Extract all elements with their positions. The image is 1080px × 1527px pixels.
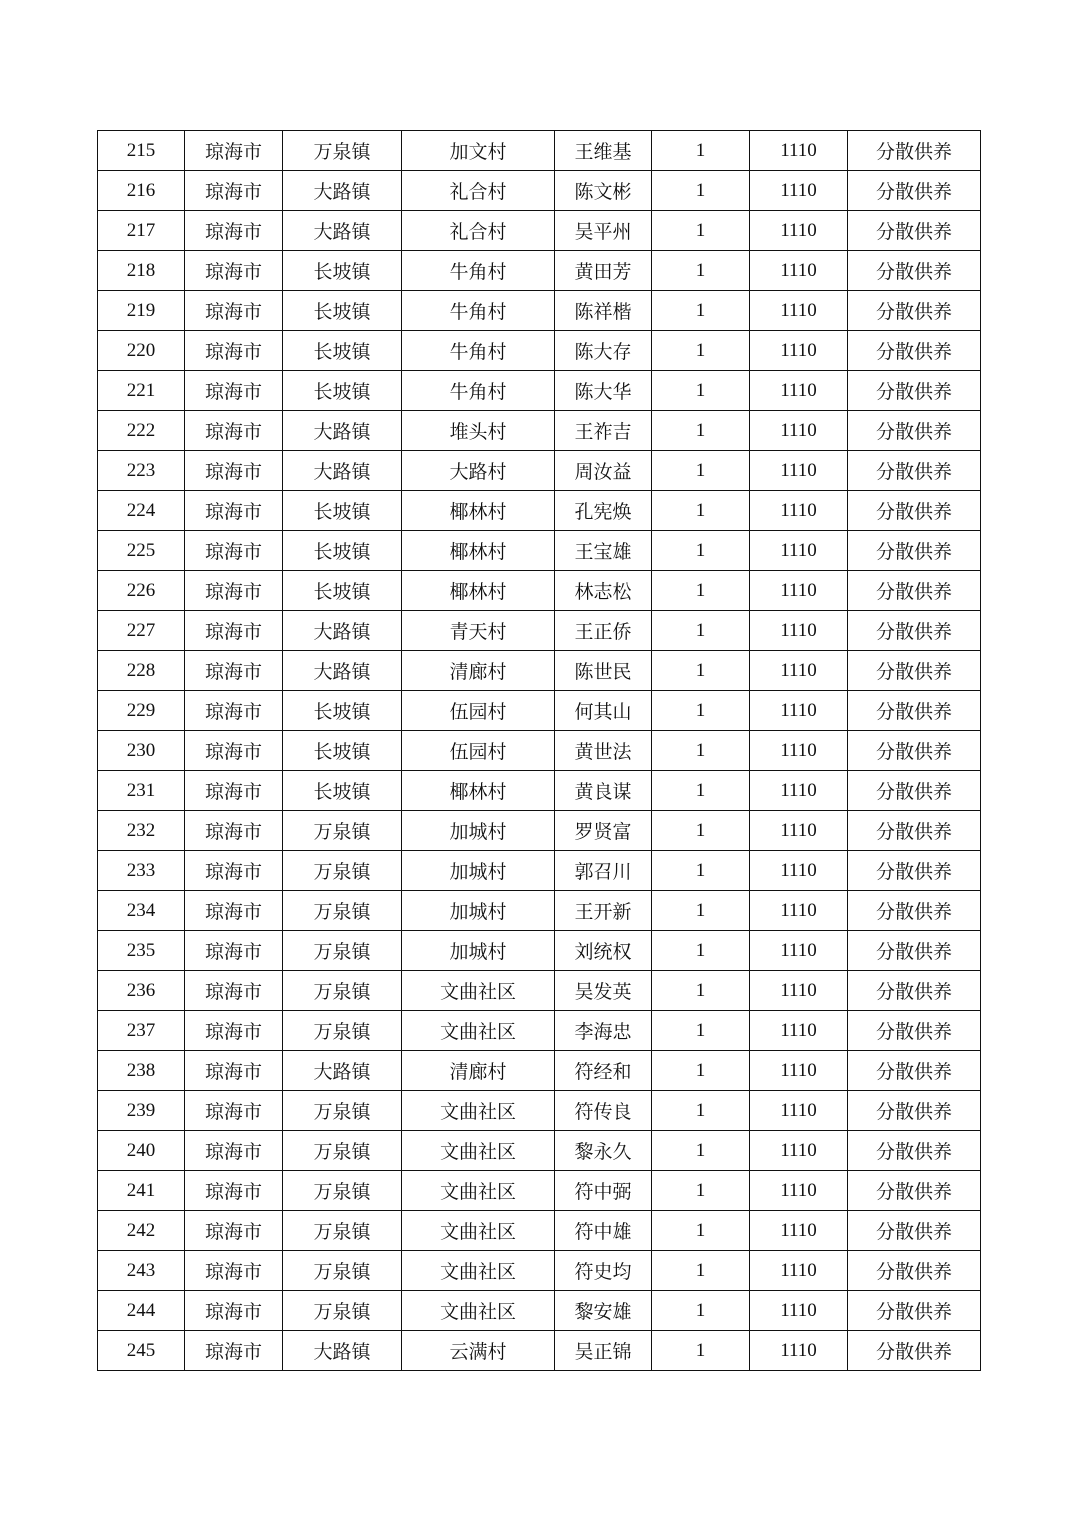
village-cell: 牛角村 <box>402 331 555 371</box>
amount-cell: 1110 <box>750 1251 848 1291</box>
town-cell: 万泉镇 <box>283 1131 402 1171</box>
village-cell: 加城村 <box>402 811 555 851</box>
count-cell: 1 <box>652 1131 750 1171</box>
amount-cell: 1110 <box>750 1211 848 1251</box>
table-row <box>98 571 981 611</box>
name-cell: 黎安雄 <box>555 1291 652 1331</box>
name-cell: 黎永久 <box>555 1131 652 1171</box>
count-cell: 1 <box>652 611 750 651</box>
town-cell: 长坡镇 <box>283 771 402 811</box>
support-type-cell: 分散供养 <box>848 211 981 251</box>
village-cell: 云满村 <box>402 1331 555 1371</box>
village-cell: 文曲社区 <box>402 1171 555 1211</box>
count-cell: 1 <box>652 1251 750 1291</box>
table-row <box>98 171 981 211</box>
name-cell: 王维基 <box>555 131 652 171</box>
serial-number-cell: 215 <box>98 131 185 171</box>
amount-cell: 1110 <box>750 571 848 611</box>
table-row <box>98 1011 981 1051</box>
table-row <box>98 1211 981 1251</box>
support-type-cell: 分散供养 <box>848 1211 981 1251</box>
count-cell: 1 <box>652 131 750 171</box>
city-cell: 琼海市 <box>185 331 283 371</box>
name-cell: 郭召川 <box>555 851 652 891</box>
town-cell: 大路镇 <box>283 171 402 211</box>
amount-cell: 1110 <box>750 451 848 491</box>
table-row <box>98 611 981 651</box>
table-row <box>98 771 981 811</box>
village-cell: 文曲社区 <box>402 1091 555 1131</box>
village-cell: 椰林村 <box>402 531 555 571</box>
city-cell: 琼海市 <box>185 571 283 611</box>
support-type-cell: 分散供养 <box>848 1171 981 1211</box>
amount-cell: 1110 <box>750 291 848 331</box>
name-cell: 罗贤富 <box>555 811 652 851</box>
serial-number-cell: 218 <box>98 251 185 291</box>
count-cell: 1 <box>652 1091 750 1131</box>
serial-number-cell: 239 <box>98 1091 185 1131</box>
count-cell: 1 <box>652 451 750 491</box>
count-cell: 1 <box>652 731 750 771</box>
count-cell: 1 <box>652 771 750 811</box>
name-cell: 李海忠 <box>555 1011 652 1051</box>
town-cell: 万泉镇 <box>283 1251 402 1291</box>
amount-cell: 1110 <box>750 371 848 411</box>
town-cell: 长坡镇 <box>283 731 402 771</box>
village-cell: 清廊村 <box>402 1051 555 1091</box>
support-type-cell: 分散供养 <box>848 971 981 1011</box>
support-type-cell: 分散供养 <box>848 1091 981 1131</box>
count-cell: 1 <box>652 651 750 691</box>
count-cell: 1 <box>652 1291 750 1331</box>
serial-number-cell: 217 <box>98 211 185 251</box>
serial-number-cell: 235 <box>98 931 185 971</box>
support-type-cell: 分散供养 <box>848 1051 981 1091</box>
village-cell: 椰林村 <box>402 571 555 611</box>
village-cell: 牛角村 <box>402 291 555 331</box>
city-cell: 琼海市 <box>185 171 283 211</box>
table-row <box>98 371 981 411</box>
table-row <box>98 651 981 691</box>
city-cell: 琼海市 <box>185 971 283 1011</box>
village-cell: 青天村 <box>402 611 555 651</box>
count-cell: 1 <box>652 1171 750 1211</box>
city-cell: 琼海市 <box>185 851 283 891</box>
city-cell: 琼海市 <box>185 731 283 771</box>
amount-cell: 1110 <box>750 331 848 371</box>
serial-number-cell: 227 <box>98 611 185 651</box>
village-cell: 清廊村 <box>402 651 555 691</box>
town-cell: 万泉镇 <box>283 1091 402 1131</box>
name-cell: 符中弼 <box>555 1171 652 1211</box>
count-cell: 1 <box>652 371 750 411</box>
town-cell: 长坡镇 <box>283 371 402 411</box>
support-type-cell: 分散供养 <box>848 851 981 891</box>
amount-cell: 1110 <box>750 131 848 171</box>
table-row <box>98 131 981 171</box>
town-cell: 大路镇 <box>283 1051 402 1091</box>
name-cell: 陈世民 <box>555 651 652 691</box>
serial-number-cell: 220 <box>98 331 185 371</box>
city-cell: 琼海市 <box>185 1051 283 1091</box>
city-cell: 琼海市 <box>185 531 283 571</box>
city-cell: 琼海市 <box>185 1171 283 1211</box>
amount-cell: 1110 <box>750 1171 848 1211</box>
name-cell: 陈祥楷 <box>555 291 652 331</box>
support-type-cell: 分散供养 <box>848 531 981 571</box>
city-cell: 琼海市 <box>185 771 283 811</box>
name-cell: 陈文彬 <box>555 171 652 211</box>
village-cell: 文曲社区 <box>402 1211 555 1251</box>
support-type-cell: 分散供养 <box>848 331 981 371</box>
amount-cell: 1110 <box>750 891 848 931</box>
city-cell: 琼海市 <box>185 1131 283 1171</box>
serial-number-cell: 222 <box>98 411 185 451</box>
amount-cell: 1110 <box>750 411 848 451</box>
village-cell: 文曲社区 <box>402 971 555 1011</box>
serial-number-cell: 226 <box>98 571 185 611</box>
village-cell: 大路村 <box>402 451 555 491</box>
town-cell: 长坡镇 <box>283 491 402 531</box>
count-cell: 1 <box>652 1011 750 1051</box>
support-type-cell: 分散供养 <box>848 611 981 651</box>
amount-cell: 1110 <box>750 611 848 651</box>
serial-number-cell: 233 <box>98 851 185 891</box>
name-cell: 符中雄 <box>555 1211 652 1251</box>
name-cell: 符经和 <box>555 1051 652 1091</box>
amount-cell: 1110 <box>750 691 848 731</box>
amount-cell: 1110 <box>750 1291 848 1331</box>
name-cell: 王开新 <box>555 891 652 931</box>
serial-number-cell: 236 <box>98 971 185 1011</box>
count-cell: 1 <box>652 1051 750 1091</box>
name-cell: 黄良谋 <box>555 771 652 811</box>
town-cell: 万泉镇 <box>283 811 402 851</box>
count-cell: 1 <box>652 411 750 451</box>
city-cell: 琼海市 <box>185 1251 283 1291</box>
count-cell: 1 <box>652 691 750 731</box>
serial-number-cell: 237 <box>98 1011 185 1051</box>
town-cell: 大路镇 <box>283 211 402 251</box>
count-cell: 1 <box>652 491 750 531</box>
table-body <box>98 131 981 1371</box>
city-cell: 琼海市 <box>185 611 283 651</box>
village-cell: 礼合村 <box>402 211 555 251</box>
town-cell: 长坡镇 <box>283 571 402 611</box>
town-cell: 万泉镇 <box>283 851 402 891</box>
table-row <box>98 1291 981 1331</box>
serial-number-cell: 243 <box>98 1251 185 1291</box>
town-cell: 长坡镇 <box>283 291 402 331</box>
table-row <box>98 491 981 531</box>
city-cell: 琼海市 <box>185 891 283 931</box>
amount-cell: 1110 <box>750 531 848 571</box>
town-cell: 大路镇 <box>283 451 402 491</box>
city-cell: 琼海市 <box>185 411 283 451</box>
count-cell: 1 <box>652 251 750 291</box>
serial-number-cell: 241 <box>98 1171 185 1211</box>
amount-cell: 1110 <box>750 971 848 1011</box>
village-cell: 文曲社区 <box>402 1011 555 1051</box>
count-cell: 1 <box>652 171 750 211</box>
city-cell: 琼海市 <box>185 251 283 291</box>
table-row <box>98 451 981 491</box>
support-type-cell: 分散供养 <box>848 411 981 451</box>
count-cell: 1 <box>652 331 750 371</box>
name-cell: 陈大华 <box>555 371 652 411</box>
name-cell: 吴发英 <box>555 971 652 1011</box>
count-cell: 1 <box>652 291 750 331</box>
table-row <box>98 251 981 291</box>
table-row <box>98 211 981 251</box>
amount-cell: 1110 <box>750 211 848 251</box>
village-cell: 椰林村 <box>402 771 555 811</box>
name-cell: 王正侨 <box>555 611 652 651</box>
table-row <box>98 1331 981 1371</box>
amount-cell: 1110 <box>750 811 848 851</box>
table-row <box>98 531 981 571</box>
support-type-cell: 分散供养 <box>848 811 981 851</box>
town-cell: 万泉镇 <box>283 1291 402 1331</box>
name-cell: 符史均 <box>555 1251 652 1291</box>
name-cell: 符传良 <box>555 1091 652 1131</box>
city-cell: 琼海市 <box>185 651 283 691</box>
village-cell: 加城村 <box>402 851 555 891</box>
count-cell: 1 <box>652 1211 750 1251</box>
name-cell: 黄世法 <box>555 731 652 771</box>
table-row <box>98 1091 981 1131</box>
city-cell: 琼海市 <box>185 1331 283 1371</box>
name-cell: 刘统权 <box>555 931 652 971</box>
town-cell: 长坡镇 <box>283 251 402 291</box>
town-cell: 万泉镇 <box>283 971 402 1011</box>
count-cell: 1 <box>652 971 750 1011</box>
village-cell: 牛角村 <box>402 251 555 291</box>
town-cell: 万泉镇 <box>283 891 402 931</box>
city-cell: 琼海市 <box>185 1091 283 1131</box>
table-row <box>98 1171 981 1211</box>
support-type-cell: 分散供养 <box>848 1251 981 1291</box>
village-cell: 椰林村 <box>402 491 555 531</box>
support-type-cell: 分散供养 <box>848 491 981 531</box>
count-cell: 1 <box>652 931 750 971</box>
village-cell: 牛角村 <box>402 371 555 411</box>
serial-number-cell: 232 <box>98 811 185 851</box>
amount-cell: 1110 <box>750 731 848 771</box>
village-cell: 文曲社区 <box>402 1251 555 1291</box>
table-row <box>98 291 981 331</box>
city-cell: 琼海市 <box>185 211 283 251</box>
name-cell: 吴平州 <box>555 211 652 251</box>
count-cell: 1 <box>652 571 750 611</box>
town-cell: 长坡镇 <box>283 691 402 731</box>
name-cell: 王宝雄 <box>555 531 652 571</box>
city-cell: 琼海市 <box>185 371 283 411</box>
village-cell: 加城村 <box>402 931 555 971</box>
serial-number-cell: 225 <box>98 531 185 571</box>
table-row <box>98 971 981 1011</box>
serial-number-cell: 224 <box>98 491 185 531</box>
town-cell: 万泉镇 <box>283 1171 402 1211</box>
table-row <box>98 1051 981 1091</box>
table-row <box>98 1131 981 1171</box>
support-type-cell: 分散供养 <box>848 451 981 491</box>
name-cell: 黄田芳 <box>555 251 652 291</box>
count-cell: 1 <box>652 531 750 571</box>
support-type-cell: 分散供养 <box>848 291 981 331</box>
town-cell: 大路镇 <box>283 651 402 691</box>
town-cell: 大路镇 <box>283 1331 402 1371</box>
support-type-cell: 分散供养 <box>848 1131 981 1171</box>
table-row <box>98 731 981 771</box>
serial-number-cell: 242 <box>98 1211 185 1251</box>
count-cell: 1 <box>652 811 750 851</box>
name-cell: 何其山 <box>555 691 652 731</box>
city-cell: 琼海市 <box>185 811 283 851</box>
serial-number-cell: 240 <box>98 1131 185 1171</box>
town-cell: 大路镇 <box>283 411 402 451</box>
amount-cell: 1110 <box>750 1331 848 1371</box>
city-cell: 琼海市 <box>185 1291 283 1331</box>
name-cell: 陈大存 <box>555 331 652 371</box>
amount-cell: 1110 <box>750 1091 848 1131</box>
beneficiary-table <box>97 130 981 1371</box>
city-cell: 琼海市 <box>185 931 283 971</box>
town-cell: 长坡镇 <box>283 331 402 371</box>
table-row <box>98 811 981 851</box>
support-type-cell: 分散供养 <box>848 1011 981 1051</box>
village-cell: 加城村 <box>402 891 555 931</box>
serial-number-cell: 244 <box>98 1291 185 1331</box>
town-cell: 长坡镇 <box>283 531 402 571</box>
amount-cell: 1110 <box>750 771 848 811</box>
city-cell: 琼海市 <box>185 291 283 331</box>
amount-cell: 1110 <box>750 1131 848 1171</box>
city-cell: 琼海市 <box>185 1011 283 1051</box>
serial-number-cell: 238 <box>98 1051 185 1091</box>
city-cell: 琼海市 <box>185 451 283 491</box>
village-cell: 文曲社区 <box>402 1291 555 1331</box>
town-cell: 万泉镇 <box>283 1011 402 1051</box>
name-cell: 周汝益 <box>555 451 652 491</box>
city-cell: 琼海市 <box>185 1211 283 1251</box>
support-type-cell: 分散供养 <box>848 651 981 691</box>
table-row <box>98 891 981 931</box>
amount-cell: 1110 <box>750 1051 848 1091</box>
amount-cell: 1110 <box>750 931 848 971</box>
amount-cell: 1110 <box>750 251 848 291</box>
city-cell: 琼海市 <box>185 491 283 531</box>
serial-number-cell: 221 <box>98 371 185 411</box>
table-row <box>98 331 981 371</box>
village-cell: 伍园村 <box>402 691 555 731</box>
serial-number-cell: 230 <box>98 731 185 771</box>
amount-cell: 1110 <box>750 1011 848 1051</box>
support-type-cell: 分散供养 <box>848 771 981 811</box>
count-cell: 1 <box>652 891 750 931</box>
support-type-cell: 分散供养 <box>848 691 981 731</box>
amount-cell: 1110 <box>750 491 848 531</box>
name-cell: 王祚吉 <box>555 411 652 451</box>
support-type-cell: 分散供养 <box>848 371 981 411</box>
support-type-cell: 分散供养 <box>848 891 981 931</box>
support-type-cell: 分散供养 <box>848 931 981 971</box>
city-cell: 琼海市 <box>185 131 283 171</box>
table-row <box>98 1251 981 1291</box>
city-cell: 琼海市 <box>185 691 283 731</box>
serial-number-cell: 228 <box>98 651 185 691</box>
village-cell: 礼合村 <box>402 171 555 211</box>
village-cell: 加文村 <box>402 131 555 171</box>
name-cell: 林志松 <box>555 571 652 611</box>
serial-number-cell: 216 <box>98 171 185 211</box>
count-cell: 1 <box>652 851 750 891</box>
village-cell: 伍园村 <box>402 731 555 771</box>
town-cell: 万泉镇 <box>283 931 402 971</box>
support-type-cell: 分散供养 <box>848 1291 981 1331</box>
serial-number-cell: 245 <box>98 1331 185 1371</box>
town-cell: 万泉镇 <box>283 1211 402 1251</box>
serial-number-cell: 234 <box>98 891 185 931</box>
serial-number-cell: 229 <box>98 691 185 731</box>
count-cell: 1 <box>652 211 750 251</box>
amount-cell: 1110 <box>750 171 848 211</box>
serial-number-cell: 223 <box>98 451 185 491</box>
village-cell: 堆头村 <box>402 411 555 451</box>
village-cell: 文曲社区 <box>402 1131 555 1171</box>
table-row <box>98 691 981 731</box>
support-type-cell: 分散供养 <box>848 171 981 211</box>
support-type-cell: 分散供养 <box>848 1331 981 1371</box>
support-type-cell: 分散供养 <box>848 131 981 171</box>
amount-cell: 1110 <box>750 851 848 891</box>
count-cell: 1 <box>652 1331 750 1371</box>
support-type-cell: 分散供养 <box>848 571 981 611</box>
support-type-cell: 分散供养 <box>848 251 981 291</box>
support-type-cell: 分散供养 <box>848 731 981 771</box>
amount-cell: 1110 <box>750 651 848 691</box>
town-cell: 万泉镇 <box>283 131 402 171</box>
table-row <box>98 851 981 891</box>
serial-number-cell: 231 <box>98 771 185 811</box>
name-cell: 孔宪焕 <box>555 491 652 531</box>
table-row <box>98 931 981 971</box>
table-row <box>98 411 981 451</box>
name-cell: 吴正锦 <box>555 1331 652 1371</box>
serial-number-cell: 219 <box>98 291 185 331</box>
town-cell: 大路镇 <box>283 611 402 651</box>
